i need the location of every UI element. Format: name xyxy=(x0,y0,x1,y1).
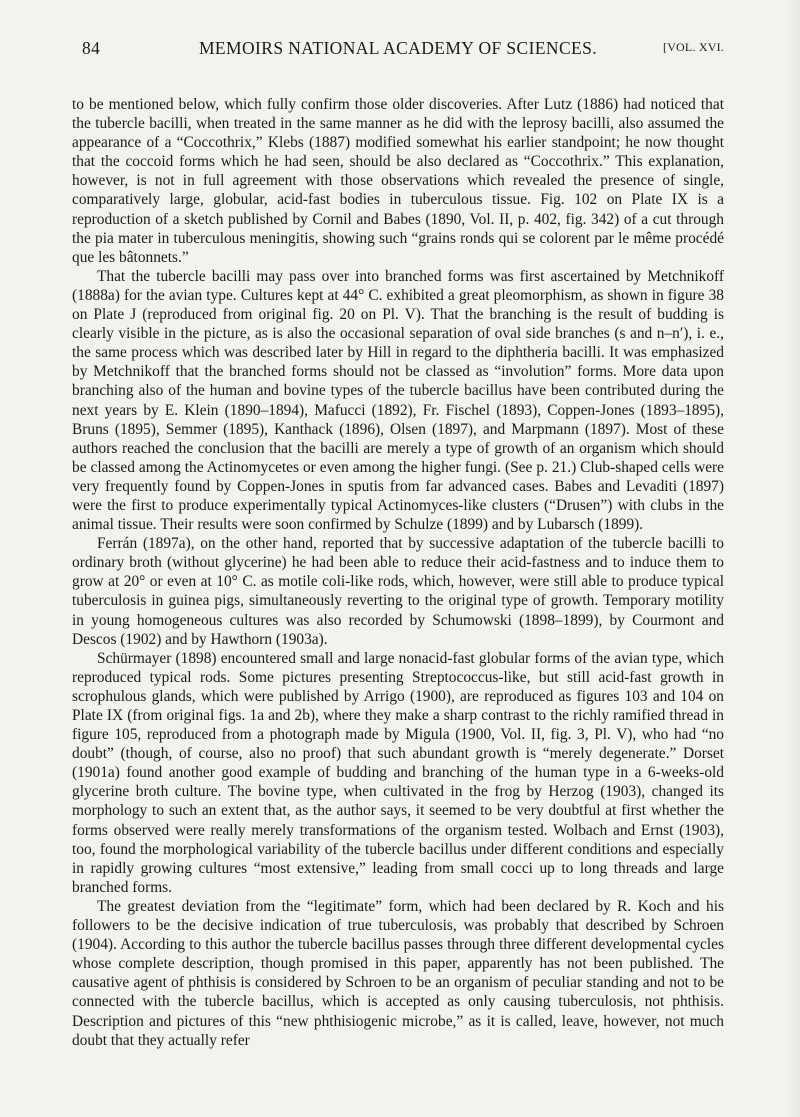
volume-label: [VOL. XVI. xyxy=(663,40,724,54)
paragraph: That the tubercle bacilli may pass over into branched forms was first ascertained by Metchnikoff (1888a) for the avian type. Cultures kept at 44° C. exhibited a great pleomorphism, as shown in figure 38 on Plate J (reproduced from original fig. 20 on Pl. V). That the branching is the result of budding is clearly visible in the picture, as is also the occasional separation of oval side branches (s and n–n′), i. e., the same process which was described later by Hill in regard to the diphtheria bacilli. It was emphasized by Metchnikoff that the branched forms should not be classed as “involution” forms. More data upon branching also of the human and bovine types of the tubercle bacillus have been contributed during the next years by E. Klein (1890–1894), Mafucci (1892), Fr. Fischel (1893), Coppen-Jones (1893–1895), Bruns (1895), Semmer (1895), Kanthack (1896), Olsen (1897), and Marpmann (1897). Most of these authors reached the conclusion that the bacilli are merely a type of growth of an organism which should be classed among the Actinomycetes or even among the higher fungi. (See p. 21.) Club-shaped cells were very frequently found by Coppen-Jones in sputis from far advanced cases. Babes and Levaditi (1897) were the first to produce experimentally typical Actinomyces-like clusters (“Drusen”) with clubs in the animal tissue. Their results were soon confirmed by Schulze (1899) and by Lubarsch (1899). xyxy=(72,267,724,534)
paragraph: to be mentioned below, which fully confirm those older discoveries. After Lutz (1886) had noticed that the tubercle bacilli, when treated in the same manner as he did with the leprosy bacilli, also assumed the appearance of a “Coccothrix,” Klebs (1887) modified somewhat his earlier standpoint; he now thought that the coccoid forms which he had seen, should be also declared as “Coccothrix.” This explanation, however, is not in full agreement with those observations which revealed the presence of single, comparatively large, globular, acid-fast bodies in tuberculous tissue. Fig. 102 on Plate IX is a reproduction of a sketch published by Cornil and Babes (1890, Vol. II, p. 402, fig. 342) of a cut through the pia mater in tuberculous meningitis, showing such “grains ronds qui se colorent par le même procédé que les bâtonnets.” xyxy=(72,96,724,266)
body-text xyxy=(72,95,724,1050)
document-page xyxy=(72,38,724,1050)
page-header xyxy=(72,38,724,64)
running-title: MEMOIRS NATIONAL ACADEMY OF SCIENCES. xyxy=(198,38,598,58)
paragraph: The greatest deviation from the “legitimate” form, which had been declared by R. Koch and his followers to be the decisive indication of true tuberculosis, was probably that described by Schroen (1904). According to this author the tubercle bacillus passes through three different developmental cycles whose complete description, though promised in this paper, apparently has not been published. The causative agent of phthisis is considered by Schroen to be an organism of peculiar standing and not to be connected with the tubercle bacillus, which is accepted as only causing tuberculosis, not phthisis. Description and pictures of this “new phthisiogenic microbe,” as it is called, leave, however, not much doubt that they actually refer xyxy=(72,897,724,1049)
paragraph: Ferrán (1897a), on the other hand, reported that by successive adaptation of the tubercle bacilli to ordinary broth (without glycerine) he had been able to reduce their acid-fastness and to induce them to grow at 20° or even at 10° C. as motile coli-like rods, which, however, were still able to produce typical tuberculosis in guinea pigs, simultaneously reverting to the original type of growth. Temporary motility in young homogeneous cultures was also recorded by Schumowski (1898–1899), by Courmont and Descos (1902) and by Hawthorn (1903a). xyxy=(72,535,724,648)
scan-edge-shadow xyxy=(786,0,800,1117)
paragraph: Schürmayer (1898) encountered small and large nonacid-fast globular forms of the avian type, which reproduced typical rods. Some pictures presenting Streptococcus-like, but still acid-fast growth in scrophulous glands, which were published by Arrigo (1900), are reproduced as figures 103 and 104 on Plate IX (from original figs. 1a and 2b), where they make a sharp contrast to the richly ramified thread in figure 105, reproduced from a photograph made by Migula (1900, Vol. II, fig. 3, Pl. V), who had “no doubt” (though, of course, also no proof) that such abundant growth is “merely degenerate.” Dorset (1901a) found another good example of budding and branching of the human type in a 6-weeks-old glycerine broth culture. The bovine type, when cultivated in the frog by Herzog (1903), changed its morphology to such an extent that, as the author says, it seemed to be very doubtful at first whether the forms observed were really merely transformations of the organism tested. Wolbach and Ernst (1903), too, found the morphological variability of the tubercle bacillus under different conditions and especially in rapidly growing cultures “most extensive,” leading from small cocci up to long threads and large branched forms. xyxy=(72,649,724,896)
page-number: 84 xyxy=(82,38,101,58)
